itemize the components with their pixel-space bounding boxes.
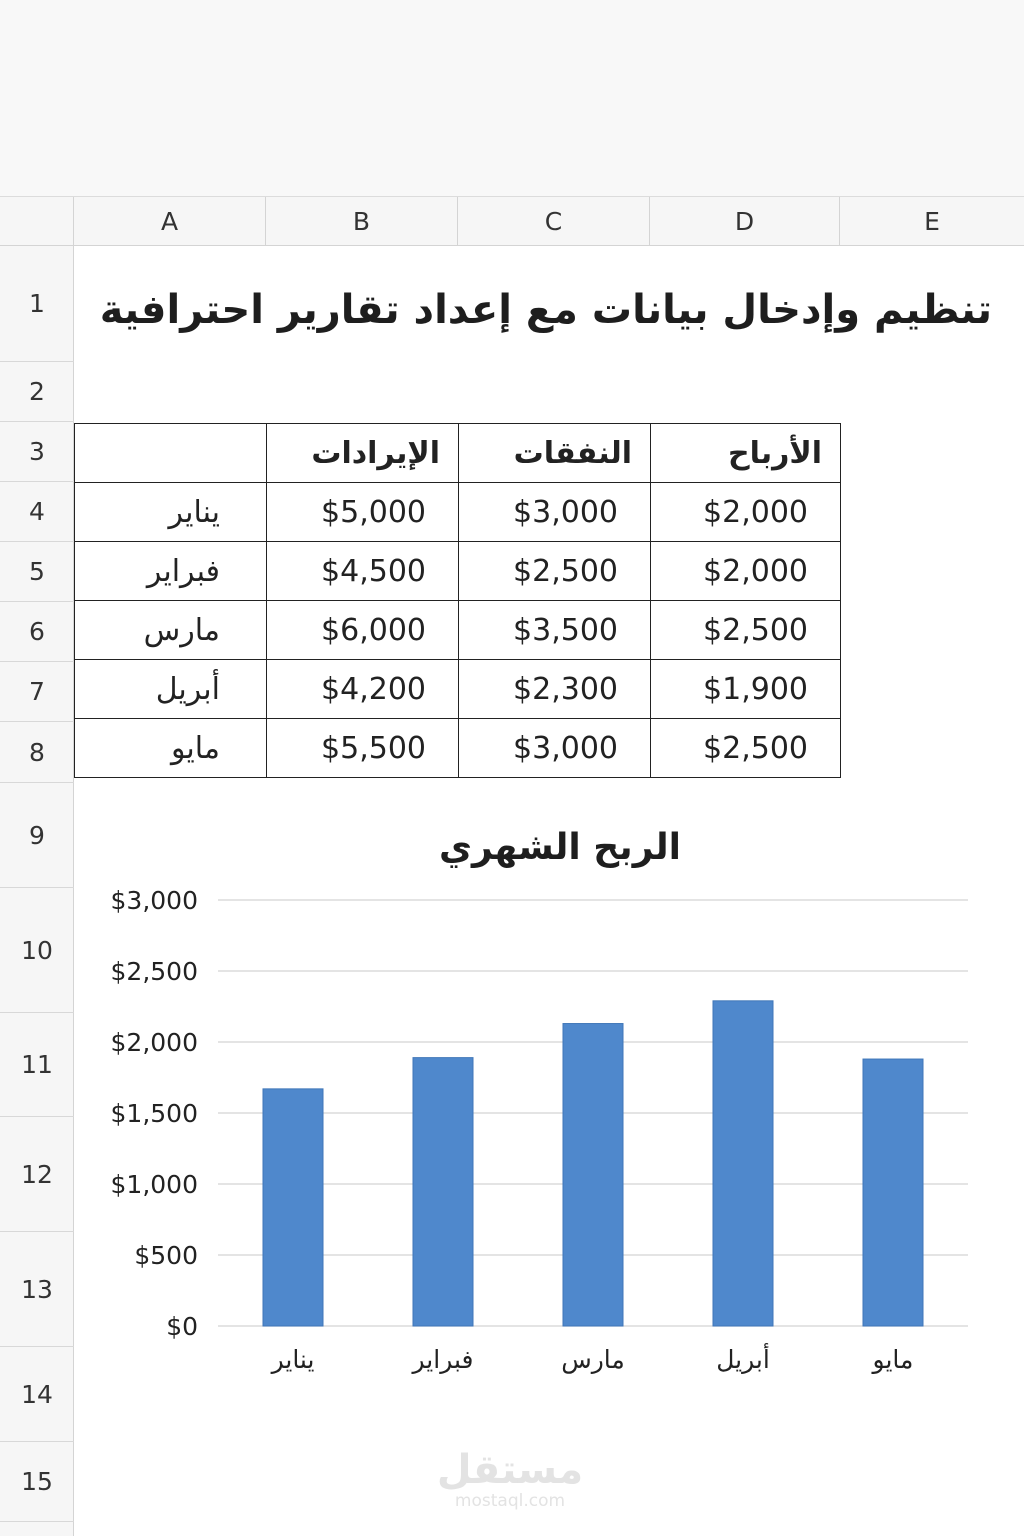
row-header-2[interactable]: 2 (0, 362, 74, 422)
chart-bar[interactable] (563, 1024, 623, 1326)
y-tick-label: $500 (134, 1241, 198, 1270)
toolbar-area (0, 0, 1024, 196)
monthly-profit-chart[interactable] (74, 880, 984, 1400)
row-header-13[interactable]: 13 (0, 1232, 74, 1347)
y-tick-label: $2,500 (110, 957, 198, 986)
row-header-6[interactable]: 6 (0, 602, 74, 662)
row-header-3[interactable]: 3 (0, 422, 74, 482)
row-header-8[interactable]: 8 (0, 722, 74, 783)
revenue-cell[interactable]: $5,000 (267, 483, 459, 542)
row-header-12[interactable]: 12 (0, 1117, 74, 1232)
y-tick-label: $2,000 (110, 1028, 198, 1057)
select-all-corner[interactable] (0, 197, 74, 245)
header-cell-empty[interactable] (75, 424, 267, 483)
row-header-4[interactable]: 4 (0, 482, 74, 542)
row-header-gutter (0, 246, 74, 1536)
y-tick-label: $1,000 (110, 1170, 198, 1199)
revenue-cell[interactable]: $4,200 (267, 660, 459, 719)
column-header-e[interactable]: E (924, 206, 940, 236)
column-header-d[interactable]: D (650, 197, 840, 245)
month-cell[interactable]: يناير (75, 483, 267, 542)
x-tick-label: يناير (271, 1345, 315, 1374)
x-tick-label: أبريل (716, 1345, 770, 1374)
row-header-5[interactable]: 5 (0, 542, 74, 602)
chart-bar[interactable] (413, 1058, 473, 1326)
x-tick-label: مايو (872, 1345, 914, 1374)
profit-cell[interactable]: $2,500 (651, 719, 841, 778)
month-cell[interactable]: فبراير (75, 542, 267, 601)
expenses-cell[interactable]: $3,000 (459, 719, 651, 778)
y-tick-label: $3,000 (110, 886, 198, 915)
watermark-url: mostaql.com (454, 1491, 566, 1511)
table-row (75, 660, 841, 719)
y-tick-label: $1,500 (110, 1099, 198, 1128)
row-header-14[interactable]: 14 (0, 1347, 74, 1442)
table-header-row (75, 424, 841, 483)
month-cell[interactable]: مارس (75, 601, 267, 660)
mostaql-watermark (430, 1448, 590, 1510)
expenses-cell[interactable]: $3,500 (459, 601, 651, 660)
revenue-cell[interactable]: $6,000 (267, 601, 459, 660)
header-cell-expenses[interactable]: النفقات (459, 424, 651, 483)
chart-title: الربح الشهري (439, 827, 681, 868)
month-cell[interactable]: أبريل (75, 660, 267, 719)
sheet-title: تنظيم وإدخال بيانات مع إعداد تقارير احترافية (99, 287, 992, 333)
chart-bar[interactable] (263, 1089, 323, 1326)
header-cell-revenue[interactable]: الإيرادات (267, 424, 459, 483)
row-header-7[interactable]: 7 (0, 662, 74, 722)
profit-cell[interactable]: $1,900 (651, 660, 841, 719)
column-header-bar (0, 196, 1024, 246)
header-cell-profit[interactable]: الأرباح (651, 424, 841, 483)
column-header-c[interactable]: C (458, 197, 650, 245)
revenue-cell[interactable]: $4,500 (267, 542, 459, 601)
row-header-10[interactable]: 10 (0, 888, 74, 1013)
row-header-9[interactable]: 9 (0, 783, 74, 888)
row-header-15[interactable]: 15 (0, 1442, 74, 1522)
y-tick-label: $0 (166, 1312, 198, 1341)
row-header-1[interactable]: 1 (0, 246, 74, 362)
month-cell[interactable]: مايو (75, 719, 267, 778)
table-row (75, 601, 841, 660)
expenses-cell[interactable]: $2,500 (459, 542, 651, 601)
row-header-11[interactable]: 11 (0, 1013, 74, 1117)
column-header-b[interactable]: B (266, 197, 458, 245)
profit-cell[interactable]: $2,500 (651, 601, 841, 660)
x-tick-label: فبراير (412, 1345, 474, 1374)
expenses-cell[interactable]: $3,000 (459, 483, 651, 542)
x-tick-label: مارس (561, 1345, 625, 1374)
profit-cell[interactable]: $2,000 (651, 542, 841, 601)
column-header-a[interactable]: A (74, 197, 266, 245)
chart-bar[interactable] (713, 1001, 773, 1326)
data-table (74, 423, 841, 778)
table-row (75, 542, 841, 601)
expenses-cell[interactable]: $2,300 (459, 660, 651, 719)
watermark-arabic: مستقل (436, 1447, 584, 1493)
table-row (75, 719, 841, 778)
revenue-cell[interactable]: $5,500 (267, 719, 459, 778)
chart-bar[interactable] (863, 1059, 923, 1326)
profit-cell[interactable]: $2,000 (651, 483, 841, 542)
table-row (75, 483, 841, 542)
